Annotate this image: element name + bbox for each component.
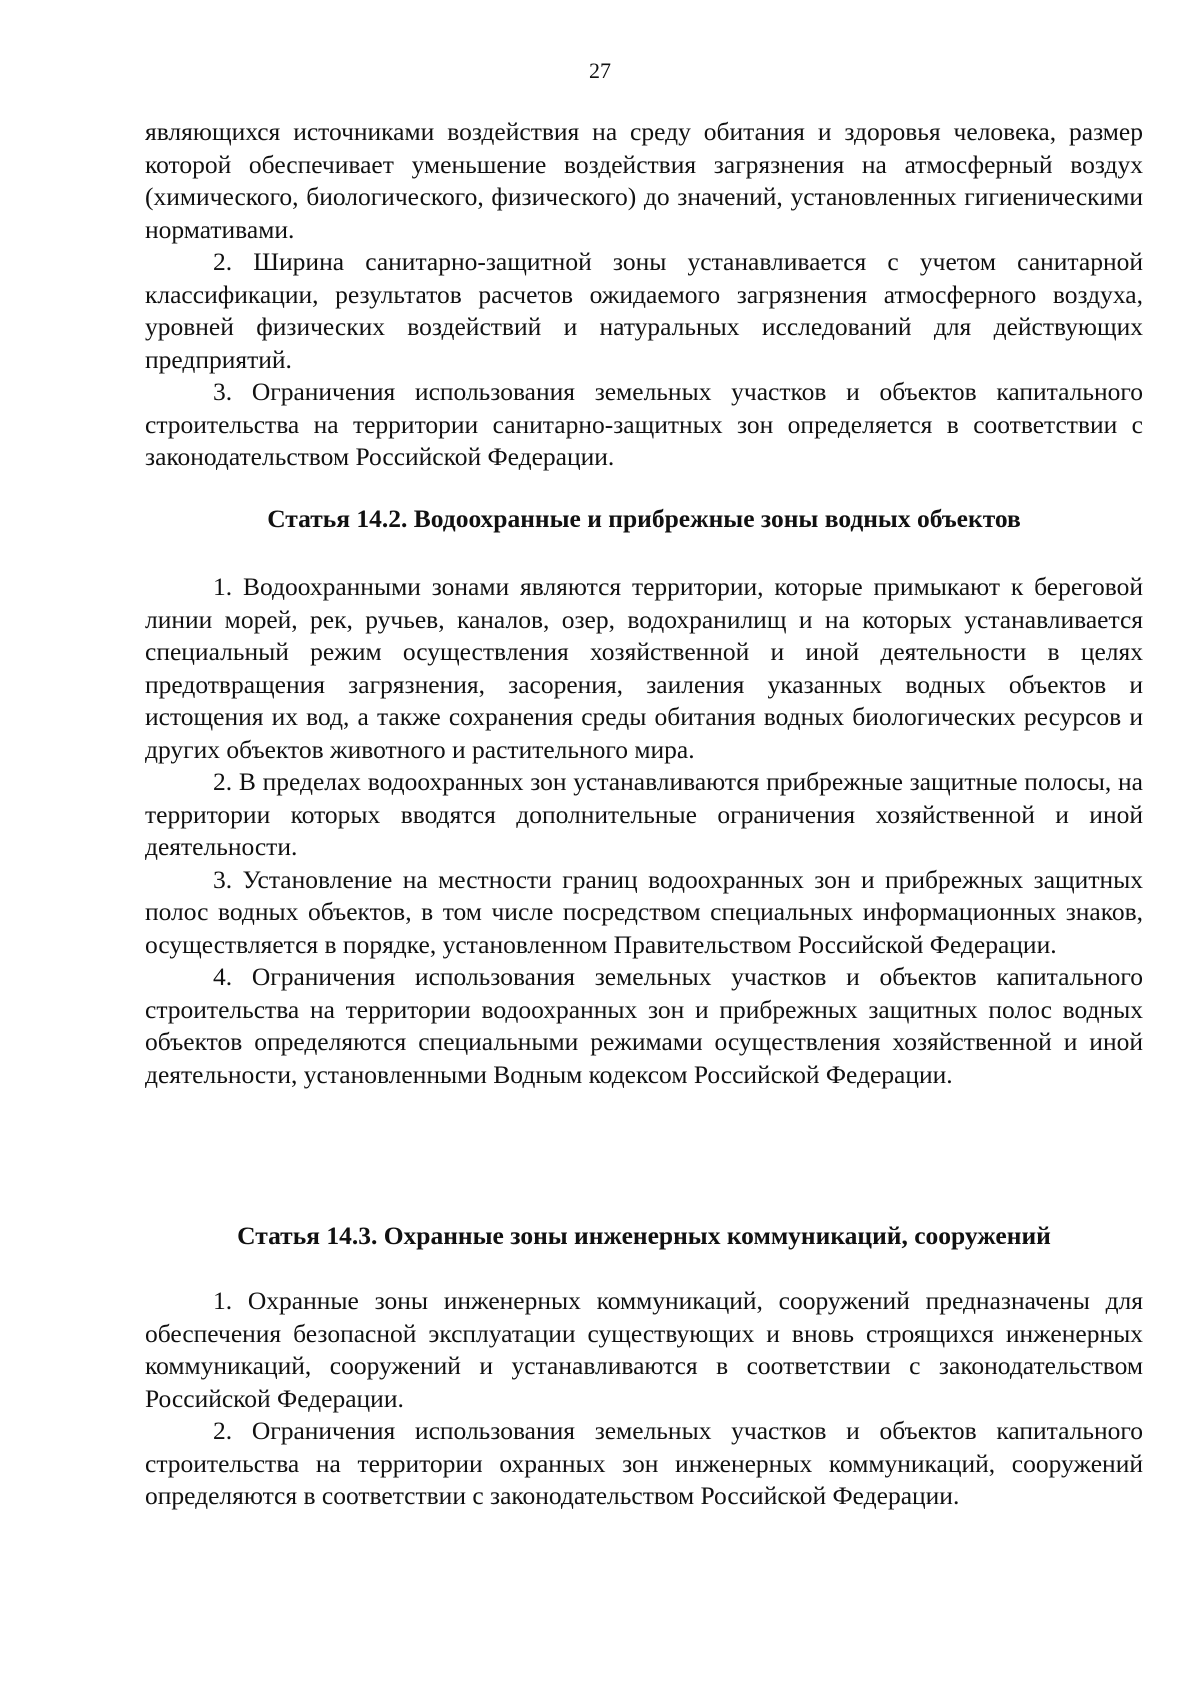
article-14-2-paragraph-4: 4. Ограничения использования земельных участков и объектов капитального строительства на территории водоохранных зон и прибрежных защитных полос водных объектов определяются специальными режимами осуществления хозяйственной и иной деятельности, установленными Водным кодексом Российской Федерации. — [145, 962, 1143, 1089]
article-14-3-paragraph-2: 2. Ограничения использования земельных участков и объектов капитального строительства на территории охранных зон инженерных коммуникаций, сооружений определяются в соответствии с законодательством Российской Федерации. — [145, 1416, 1143, 1510]
article-14-2-paragraph-3: 3. Установление на местности границ водоохранных зон и прибрежных защитных полос водных объектов, в том числе посредством специальных информационных знаков, осуществляется в порядке, установленном Правительством Российской Федерации. — [145, 864, 1143, 959]
intro-paragraph-continuation: являющихся источниками воздействия на среду обитания и здоровья человека, размер которой обеспечивает уменьшение воздействия загрязнения на атмосферный воздух (химического, биологического, физического) до значений, установленных гигиеническими нормативами. — [145, 117, 1143, 244]
article-14-2-paragraph-1: 1. Водоохранными зонами являются территории, которые примыкают к береговой линии морей, рек, ручьев, каналов, озер, водохранилищ и на которых устанавливается специальный режим осуществления хозяйственной и иной деятельности в целях предотвращения загрязнения, засорения, заиления указанных водных объектов и истощения их вод, а также сохранения среды обитания водных биологических ресурсов и других объектов животного и растительного мира. — [145, 572, 1143, 764]
page-number: 27 — [589, 58, 611, 83]
article-14-3-heading: Статья 14.3. Охранные зоны инженерных коммуникаций, сооружений — [237, 1221, 1051, 1250]
article-14-3-paragraph-1: 1. Охранные зоны инженерных коммуникаций, сооружений предназначены для обеспечения безопасной эксплуатации существующих и вновь строящихся инженерных коммуникаций, сооружений и устанавливаются в соответствии с законодательством Российской Федерации. — [145, 1286, 1143, 1413]
article-14-2-paragraph-2: 2. В пределах водоохранных зон устанавливаются прибрежные защитные полосы, на территории которых вводятся дополнительные ограничения хозяйственной и иной деятельности. — [145, 767, 1143, 861]
article-14-2-body — [145, 571, 1143, 1091]
intro-paragraph-3: 3. Ограничения использования земельных участков и объектов капитального строительства на территории санитарно-защитных зон определяется в соответствии с законодательством Российской Федерации. — [145, 377, 1143, 471]
article-14-3-body — [145, 1285, 1143, 1513]
article-14-2-heading: Статья 14.2. Водоохранные и прибрежные зоны водных объектов — [267, 504, 1021, 533]
intro-paragraph-2: 2. Ширина санитарно-защитной зоны устанавливается с учетом санитарной классификации, результатов расчетов ожидаемого загрязнения атмосферного воздуха, уровней физических воздействий и натуральных исследований для действующих предприятий. — [145, 247, 1143, 374]
intro-section — [145, 116, 1143, 474]
